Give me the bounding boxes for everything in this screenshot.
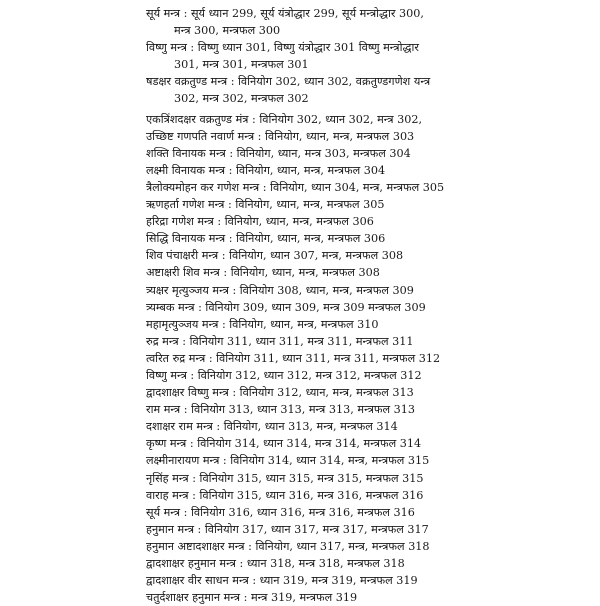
index-entry-line: शक्ति विनायक मन्त्र : विनियोग, ध्यान, मन्त्र 303, मन्त्रफल 304: [146, 146, 411, 160]
index-entry: [146, 401, 592, 418]
index-entry: [146, 538, 592, 555]
index-entry: [146, 435, 592, 452]
index-entry-line: कृष्ण मन्त्र : विनियोग 314, ध्यान 314, मन्त्र 314, मन्त्रफल 314: [146, 437, 422, 451]
index-entry: [146, 264, 592, 281]
index-entry-continuation: 302, मन्त्र 302, मन्त्रफल 302: [174, 92, 309, 106]
index-entry-line: वाराह मन्त्र : विनियोग 315, ध्यान 316, मन्त्र 316, मन्त्रफल 316: [146, 488, 424, 502]
index-entry: [146, 504, 592, 521]
index-entry: [146, 470, 592, 487]
index-entry-line: राम मन्त्र : विनियोग 313, ध्यान 313, मन्त्र 313, मन्त्रफल 313: [146, 403, 416, 417]
index-entry-line: दशाक्षर राम मन्त्र : विनियोग, ध्यान 313, मन्त्र, मन्त्रफल 314: [146, 420, 398, 434]
index-entry: [146, 316, 592, 333]
index-entry-line: षडक्षर वक्रतुण्ड मन्त्र : विनियोग 302, ध्यान 302, वक्रतुण्डगणेश यन्त्र: [146, 75, 431, 89]
index-entry-line: महामृत्युञ्जय मन्त्र : विनियोग, ध्यान, मन्त्र, मन्त्रफल 310: [146, 317, 379, 331]
index-entry-line: सूर्य मन्त्र : सूर्य ध्यान 299, सूर्य यंत्रोद्धार 299, सूर्य मन्त्रोद्धार 300,: [146, 7, 424, 20]
index-entry: [146, 162, 592, 179]
index-entry: [146, 589, 592, 606]
index-entry-line: हनुमान अष्टादशाक्षर मन्त्र : विनियोग, ध्यान 317, मन्त्र, मन्त्रफल 318: [146, 539, 430, 553]
index-entry: [146, 39, 592, 73]
index-entry: [146, 333, 592, 350]
index-entry-line: द्वादशाक्षर हनुमान मन्त्र : ध्यान 318, मन्त्र 318, मन्त्रफल 318: [146, 557, 405, 570]
index-entry: [146, 384, 592, 401]
index-entry: [146, 521, 592, 538]
index-entry: [146, 487, 592, 504]
index-entry-line: शिव पंचाक्षरी मन्त्र : विनियोग, ध्यान 307, मन्त्र, मन्त्रफल 308: [146, 249, 404, 263]
index-entry: [146, 111, 592, 128]
index-entry: [146, 179, 592, 196]
index-entry-line: लक्ष्मीनारायण मन्त्र : विनियोग 314, ध्यान 314, मन्त्र, मन्त्रफल 315: [146, 454, 430, 468]
index-entry-line: त्र्यक्षर मृत्युञ्जय मन्त्र : विनियोग 308, ध्यान, मन्त्र, मन्त्रफल 309: [146, 283, 414, 297]
index-entry-line: हनुमान मन्त्र : विनियोग 317, ध्यान 317, मन्त्र 317, मन्त्रफल 317: [146, 522, 429, 536]
index-entry: [146, 418, 592, 435]
index-entry-line: हरिद्रा गणेश मन्त्र : विनियोग, ध्यान, मन्त्र, मन्त्रफल 306: [146, 215, 374, 229]
index-entry: [146, 282, 592, 299]
index-entry-line: सिद्धि विनायक मन्त्र : विनियोग, ध्यान, मन्त्र, मन्त्रफल 306: [146, 232, 386, 246]
index-entry-continuation: मन्त्र 300, मन्त्रफल 300: [174, 24, 281, 38]
index-entry: [146, 73, 592, 107]
index-entry-line: विष्णु मन्त्र : विष्णु ध्यान 301, विष्णु यंत्रोद्धार 301 विष्णु मन्त्रोद्धार: [146, 41, 419, 55]
index-entry-line: द्वादशाक्षर वीर साधन मन्त्र : ध्यान 319, मन्त्र 319, मन्त्रफल 319: [146, 574, 418, 588]
index-entry: [146, 452, 592, 469]
index-entry-line: नृसिंह मन्त्र : विनियोग 315, ध्यान 315, मन्त्र 315, मन्त्रफल 315: [146, 471, 424, 485]
index-entry: [146, 128, 592, 145]
index-entry-line: अष्टाक्षरी शिव मन्त्र : विनियोग, ध्यान, मन्त्र, मन्त्रफल 308: [146, 266, 380, 280]
index-entry: [146, 555, 592, 572]
index-entry-line: सूर्य मन्त्र : विनियोग 316, ध्यान 316, मन्त्र 316, मन्त्रफल 316: [146, 505, 415, 519]
contents-index-list: [146, 5, 592, 606]
index-entry: [146, 247, 592, 264]
index-entry: [146, 230, 592, 247]
index-entry-continuation: 301, मन्त्र 301, मन्त्रफल 301: [174, 58, 309, 72]
index-entry-line: चतुर्दशाक्षर हनुमान मन्त्र : मन्त्र 319, मन्त्रफल 319: [146, 591, 358, 605]
index-entry: [146, 350, 592, 367]
index-entry-line: त्वरित रुद्र मन्त्र : विनियोग 311, ध्यान 311, मन्त्र 311, मन्त्रफल 312: [146, 351, 441, 365]
index-entry-line: उच्छिष्ट गणपति नवार्ण मन्त्र : विनियोग, ध्यान, मन्त्र, मन्त्रफल 303: [146, 129, 415, 143]
index-entry-line: ऋणहर्ता गणेश मन्त्र : विनियोग, ध्यान, मन्त्र, मन्त्रफल 305: [146, 198, 385, 212]
index-entry-line: रुद्र मन्त्र : विनियोग 311, ध्यान 311, मन्त्र 311, मन्त्रफल 311: [146, 334, 414, 348]
index-entry: [146, 367, 592, 384]
index-entry: [146, 145, 592, 162]
index-entry-line: त्र्यम्बक मन्त्र : विनियोग 309, ध्यान 309, मन्त्र 309 मन्त्रफल 309: [146, 300, 426, 314]
index-entry-line: विष्णु मन्त्र : विनियोग 312, ध्यान 312, मन्त्र 312, मन्त्रफल 312: [146, 368, 422, 382]
index-entry-line: त्रैलोक्यमोहन कर गणेश मन्त्र : विनियोग, ध्यान 304, मन्त्र, मन्त्रफल 305: [146, 180, 445, 194]
index-entry-line: एकत्रिंशदक्षर वक्रतुण्ड मंत्र : विनियोग 302, ध्यान 302, मन्त्र 302,: [146, 112, 423, 126]
index-entry: [146, 572, 592, 589]
index-entry: [146, 5, 592, 39]
index-entry-line: द्वादशाक्षर विष्णु मन्त्र : विनियोग 312, ध्यान, मन्त्र, मन्त्रफल 313: [146, 386, 414, 400]
index-entry-line: लक्ष्मी विनायक मन्त्र : विनियोग, ध्यान, मन्त्र, मन्त्रफल 304: [146, 163, 386, 177]
index-entry: [146, 299, 592, 316]
index-entry: [146, 213, 592, 230]
index-entry: [146, 196, 592, 213]
